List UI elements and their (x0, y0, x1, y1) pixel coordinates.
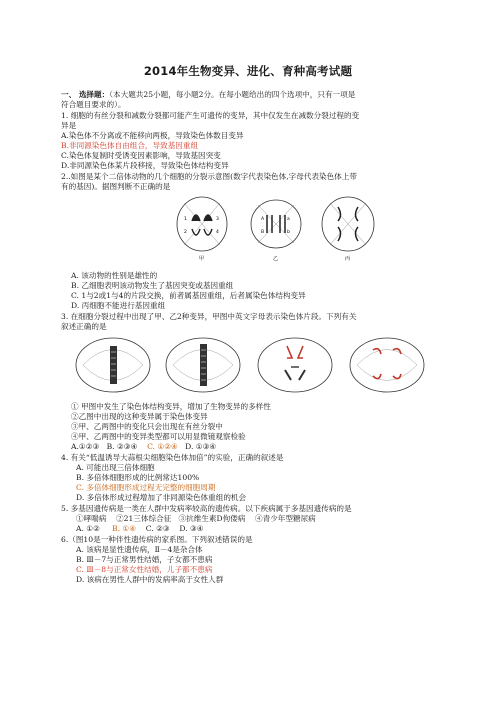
q2-option-d: D. 丙细胞不能进行基因重组 (71, 301, 166, 310)
q1-option-c: C.染色体复制时受诱变因素影响，导致基因突变 (61, 151, 221, 160)
q4-option-c: C. 多倍体细胞形成过程无完整的细胞周期 (76, 483, 216, 492)
q3-option-a: A.①②③ (71, 442, 100, 451)
cell-yi (251, 200, 301, 248)
q2-option-b: B. 乙细胞表明该动物发生了基因突变或基因重组 (71, 281, 234, 290)
cell-1 (76, 338, 150, 392)
svg-text:A: A (261, 217, 265, 222)
q1-stem-a: 1. 细胞的有丝分裂和减数分裂都可能产生可遗传的变异，其中仅发生在减数分裂过程的变 (61, 111, 360, 120)
q5-stem: 5. 多基因遗传病是一类在人群中发病率较高的遗传病。以下疾病属于多基因遗传病的是 (61, 504, 352, 513)
q6-option-d: D. 该病在男性人群中的发病率高于女性人群 (76, 575, 224, 584)
q5-option-b: B. ①④ (112, 524, 137, 533)
q2-stem-b: 有的基因)。据图判断不正确的是 (61, 182, 171, 191)
cell-4 (350, 338, 424, 392)
svg-text:1: 1 (184, 217, 187, 222)
q2-stem-a: 2..如图是某个二倍体动物的几个细胞的分裂示意图(数字代表染色体,字母代表染色体上带 (61, 172, 357, 181)
q2-cell-division-figure (170, 193, 380, 263)
q3-options (71, 442, 216, 451)
fig-label-jia: 甲 (199, 256, 205, 262)
cell-3 (258, 338, 332, 392)
q4-option-d: D. 多倍体形成过程增加了非同源染色体重组的机会 (76, 493, 247, 502)
q5-item-3: ③抗维生素D佝偻病 (178, 514, 246, 523)
section-intro-a: （本大题共25小题，每小题2分。在每小题给出的四个选项中，只有一项是 (109, 90, 356, 99)
q2-option-c: C. 1与2或1与4的片段交换，前者属基因重组，后者属染色体结构变异 (71, 291, 306, 300)
q5-item-4: ④青少年型糖尿病 (255, 514, 316, 523)
q3-item-4: ④甲、乙两图中的变异类型都可以用显微镜观察检验 (71, 432, 246, 441)
q5-item-2: ②21三体综合征 (116, 514, 172, 523)
q4-stem: 4. 有关“低温诱导大蒜根尖细胞染色体加倍”的实验，正确的叙述是 (61, 453, 284, 462)
svg-text:3: 3 (216, 217, 219, 222)
q1-option-a: A.染色体不分离或不能移向两极，导致染色体数目变异 (61, 131, 244, 140)
q3-option-c: C. ①②④ (147, 442, 178, 451)
section-heading: 一、 选择题： (61, 90, 110, 99)
q3-option-b: B. ②③④ (106, 442, 138, 451)
q5-item-1: ①哮喘病 (76, 514, 107, 523)
section-intro (61, 90, 355, 99)
cell-2 (166, 338, 240, 392)
q5-option-c: C. ②③ (145, 524, 170, 533)
section-intro-b: 符合题目要求的）。 (61, 100, 126, 109)
q5-option-a: A. ①② (76, 524, 100, 533)
q2-option-a: A. 该动物的性别是雄性的 (71, 271, 158, 280)
q6-option-a: A. 该病是显性遗传病，Ⅱ－4是杂合体 (76, 545, 203, 554)
cell-bing (322, 197, 374, 251)
q3-item-2: ②乙图中出现的这种变异属于染色体变异 (71, 412, 208, 421)
q3-stem-a: 3. 在细胞分裂过程中出现了甲、乙2种变异，甲图中英文字母表示染色体片段。下列有关 (61, 312, 357, 321)
q6-option-c: C. Ⅲ－8与正常女性结婚，儿子都不患病 (76, 565, 213, 574)
svg-text:B: B (261, 230, 265, 235)
q1-stem-b: 异是 (61, 121, 77, 130)
q4-option-a: A. 可能出现三倍体细胞 (76, 463, 155, 472)
q4-option-b: B. 多倍体细胞形成的比例常达100% (76, 473, 200, 482)
q3-stem-b: 叙述正确的是 (61, 322, 107, 331)
q3-option-d: D. ①③④ (185, 442, 217, 451)
svg-text:2: 2 (184, 230, 187, 235)
page-title: 2014年生物变异、进化、育种高考试题 (143, 64, 353, 78)
q3-item-1: ① 甲图中发生了染色体结构变异，增加了生物变异的多样性 (71, 402, 271, 411)
q1-option-b: B.非同源染色体自由组合，导致基因重组 (61, 141, 199, 150)
fig-label-bing: 丙 (345, 256, 351, 262)
svg-text:4: 4 (216, 230, 219, 235)
q1-option-d: D.非同源染色体某片段移接，导致染色体结构变异 (61, 161, 229, 170)
q5-option-d: D. ③④ (179, 524, 204, 533)
q5-options (76, 524, 204, 533)
q6-stem: 6.（图10是一种伴性遗传病的家系图。下列叙述错误的是 (61, 535, 253, 544)
q6-option-b: B. Ⅲ－7与正常男性结婚，子女都不患病 (76, 555, 213, 564)
svg-text:a: a (287, 217, 290, 222)
svg-text:b: b (287, 230, 290, 235)
q3-item-3: ③甲、乙两图中的变化只会出现在有丝分裂中 (71, 422, 223, 431)
fig-label-yi: 乙 (273, 256, 279, 262)
q5-items (76, 514, 316, 523)
cell-jia (177, 197, 227, 251)
q3-variation-figure (73, 334, 428, 396)
